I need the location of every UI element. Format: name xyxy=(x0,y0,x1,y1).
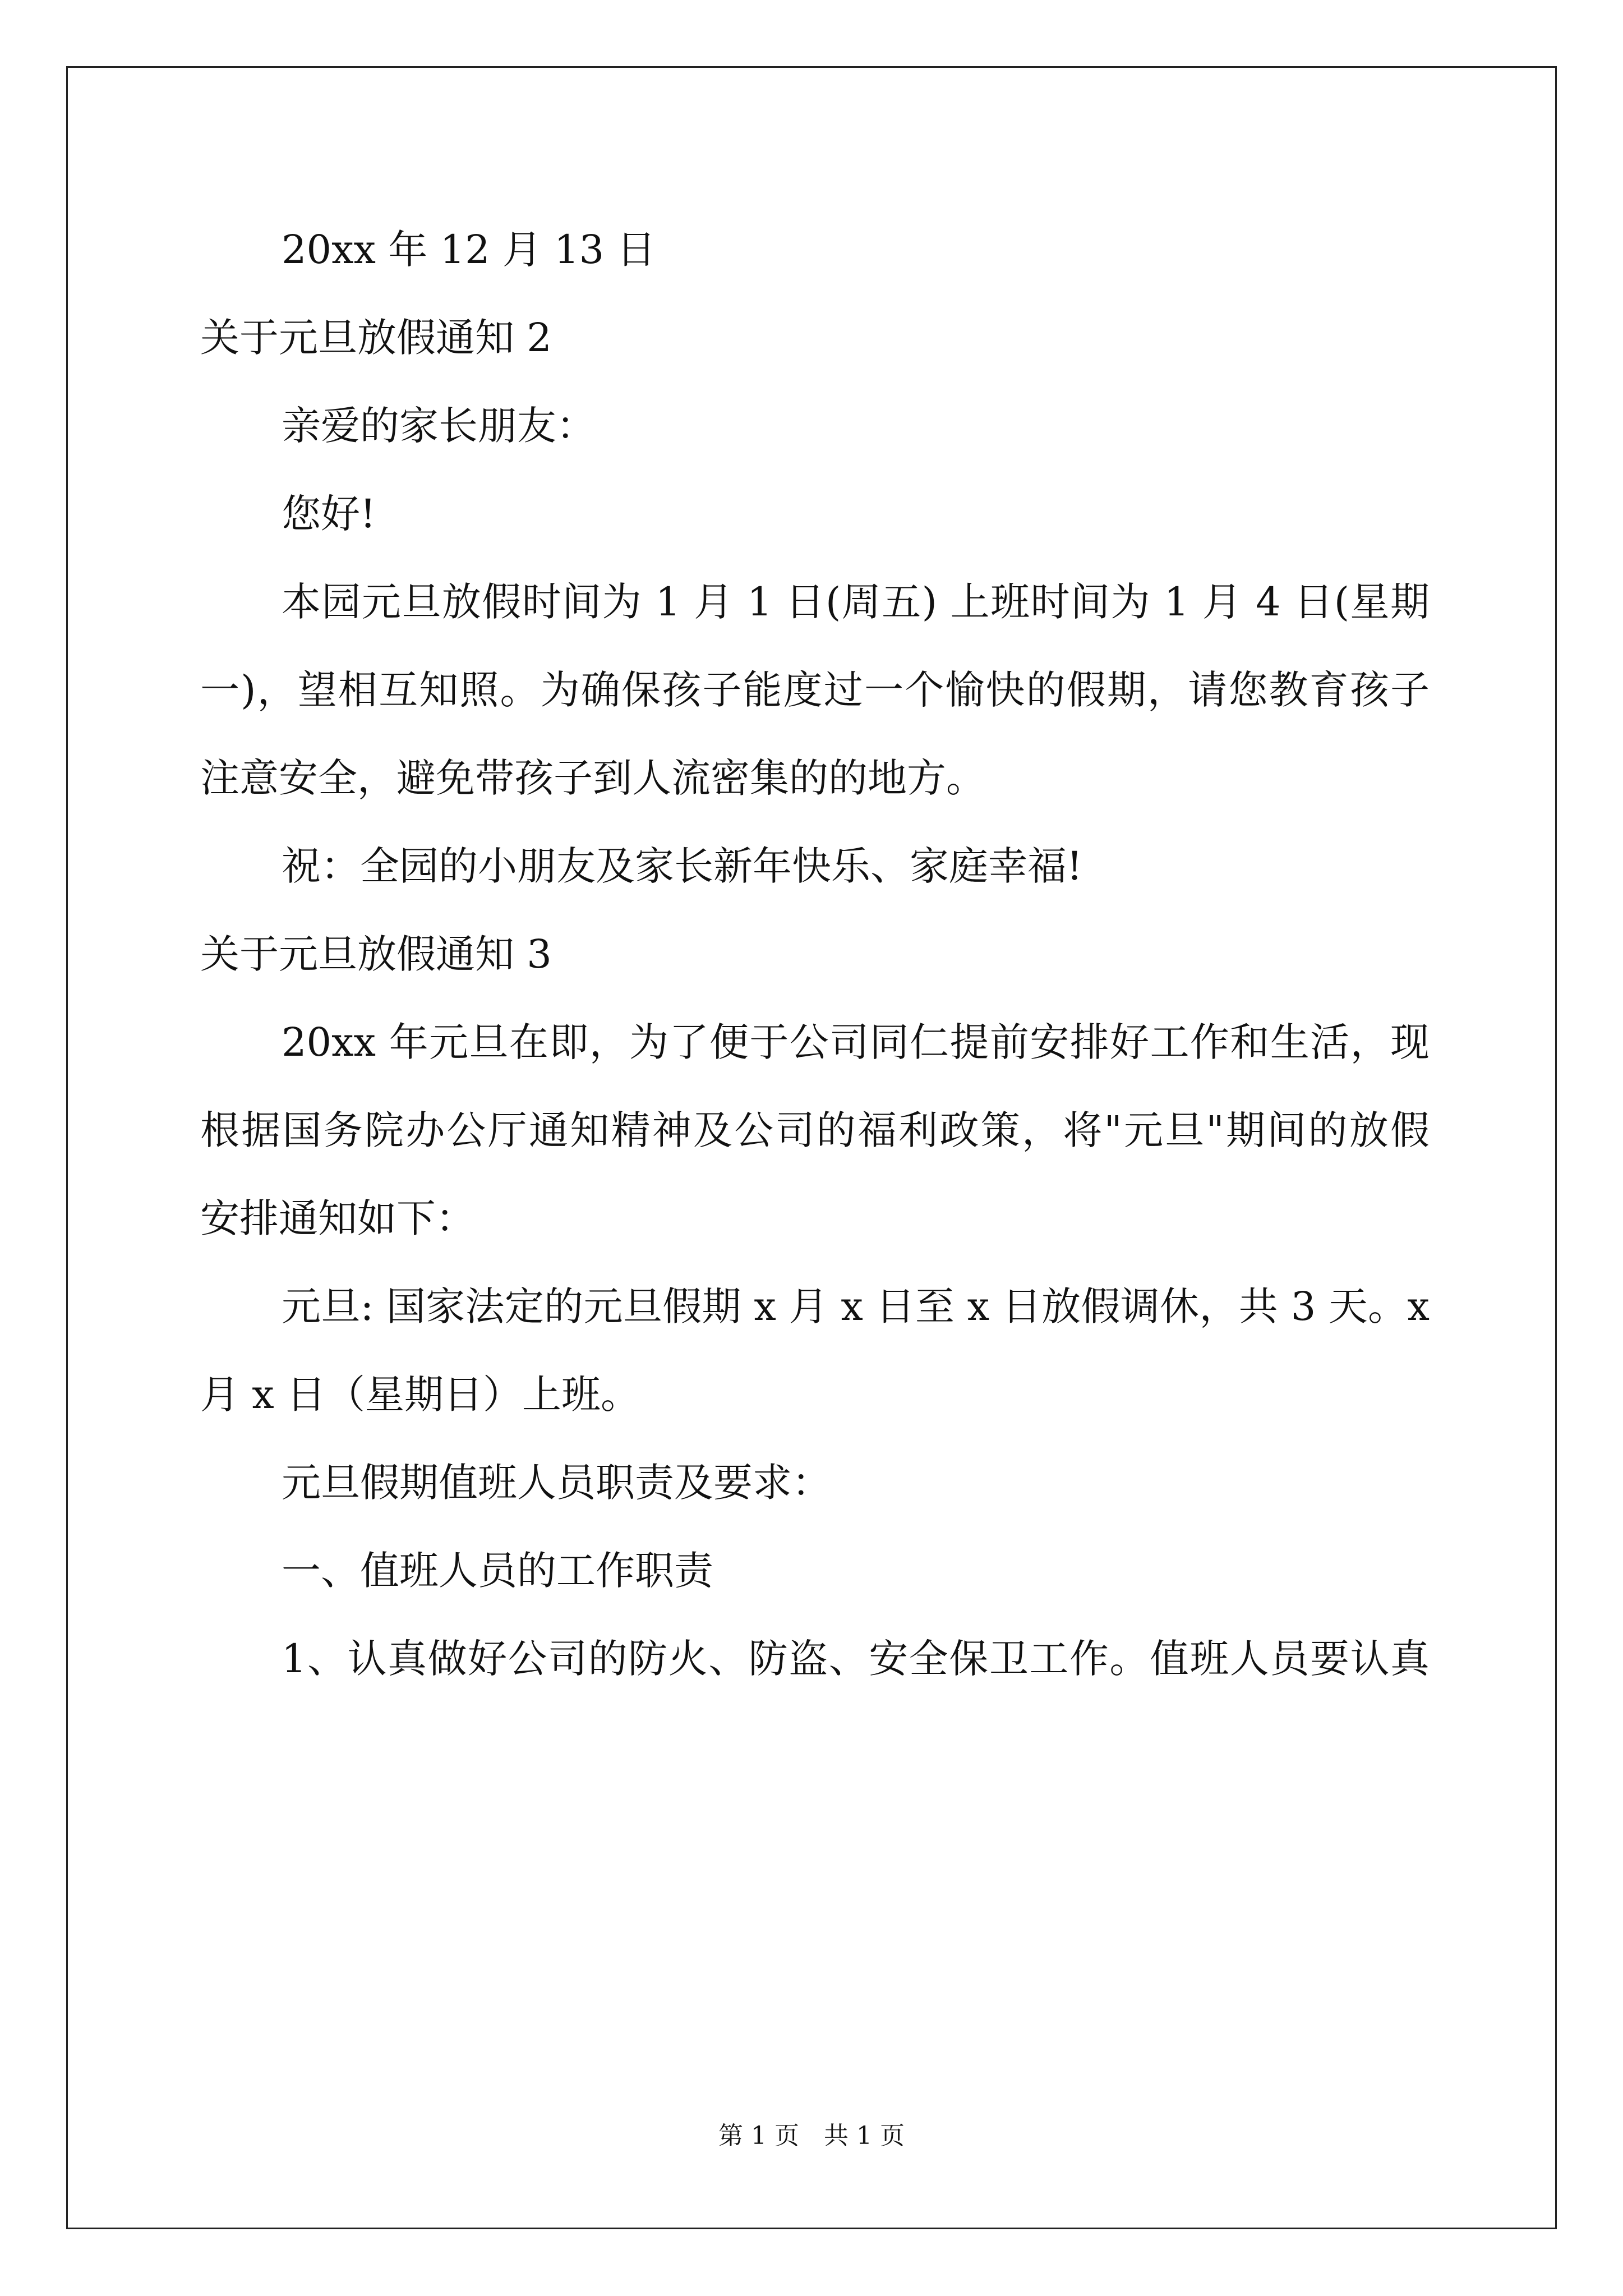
paragraph-line: 本园元旦放假时间为 1 月 1 日(周五) 上班时间为 1 月 4 日(星期 xyxy=(282,579,1430,625)
section-heading-notice-3: 关于元旦放假通知 3 xyxy=(200,931,552,977)
greeting-line: 您好! xyxy=(282,491,376,537)
paragraph-line: 月 x 日（星期日）上班。 xyxy=(200,1372,640,1418)
list-item: 1、认真做好公司的防火、防盗、安全保卫工作。值班人员要认真 xyxy=(282,1636,1430,1682)
page-footer: 第 1 页 共 1 页 xyxy=(718,2122,905,2150)
paragraph-line: 根据国务院办公厅通知精神及公司的福利政策，将"元旦"期间的放假 xyxy=(200,1107,1430,1153)
list-heading: 元旦假期值班人员职责及要求： xyxy=(282,1460,831,1506)
date-line: 20xx 年 12 月 13 日 xyxy=(282,227,656,273)
wishes-line: 祝：全园的小朋友及家长新年快乐、家庭幸福! xyxy=(282,843,1083,889)
paragraph-line: 安排通知如下： xyxy=(200,1195,475,1241)
paragraph-line: 一)，望相互知照。为确保孩子能度过一个愉快的假期，请您教育孩子 xyxy=(200,667,1430,713)
paragraph-line: 注意安全，避免带孩子到人流密集的的地方。 xyxy=(200,755,985,801)
paragraph-line: 20xx 年元旦在即，为了便于公司同仁提前安排好工作和生活，现 xyxy=(282,1019,1430,1065)
paragraph-line: 元旦: 国家法定的元旦假期 x 月 x 日至 x 日放假调休，共 3 天。x xyxy=(282,1283,1430,1329)
salutation-line: 亲爱的家长朋友： xyxy=(282,403,596,449)
section-heading-notice-2: 关于元旦放假通知 2 xyxy=(200,315,552,361)
subheading-duties: 一、值班人员的工作职责 xyxy=(282,1548,713,1594)
